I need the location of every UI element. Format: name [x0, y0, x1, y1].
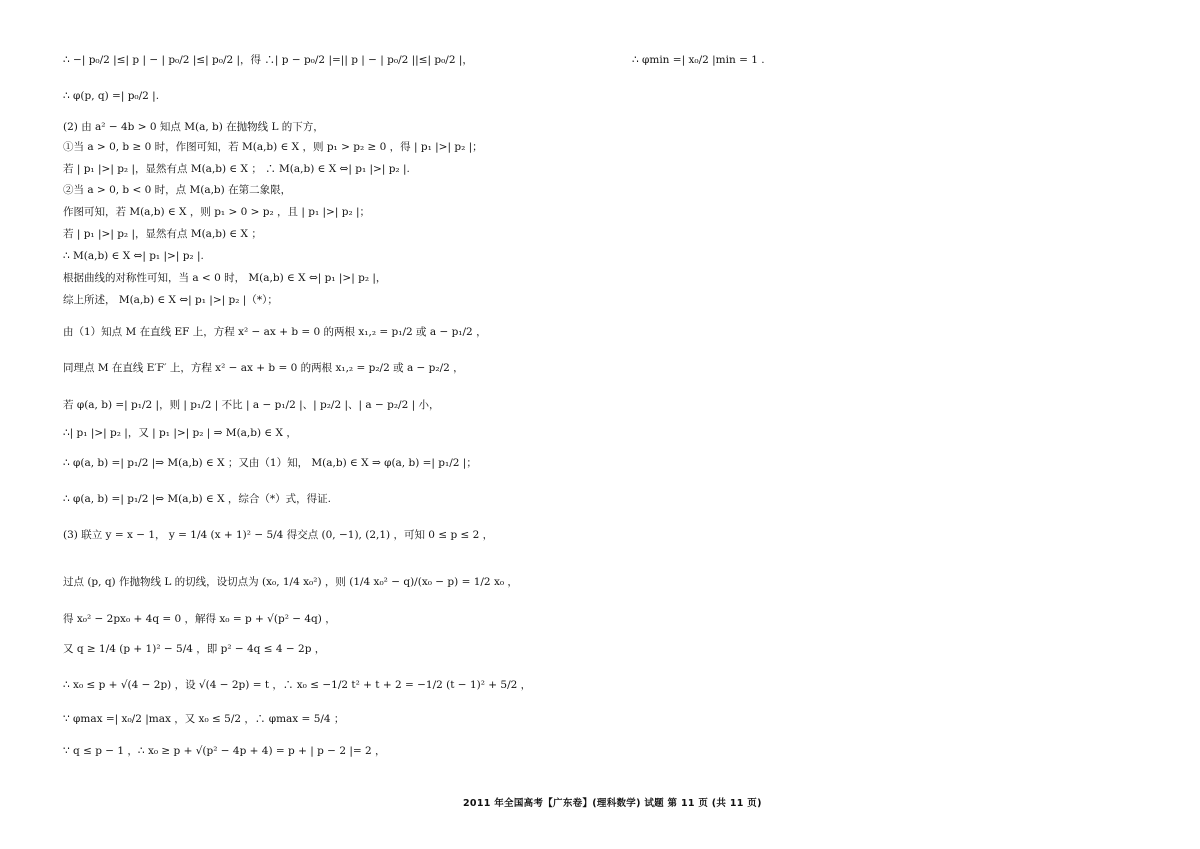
text-line-6: ②当 a > 0, b < 0 时，点 M(a,b) 在第二象限， [63, 184, 292, 196]
text-line-18: (3) 联立 y = x − 1， y = 1/4 (x + 1)² − 5/4 得交点 (0, −1), (2,1) ，可知 0 ≤ p ≤ 2 ， [63, 529, 494, 541]
text-line-19: 过点 (p, q) 作抛物线 L 的切线，设切点为 (x₀, 1/4 x₀²) ，则 (1/4 x₀² − q)/(x₀ − p) = 1/2 x₀ ， [63, 576, 518, 588]
text-line-4: ①当 a > 0, b ≥ 0 时，作图可知，若 M(a,b) ∈ X ，则 p₁ > p₂ ≥ 0 ，得 | p₁ |>| p₂ |； [63, 141, 483, 153]
text-line-15: ∴| p₁ |>| p₂ |，又 | p₁ |>| p₂ | ⇒ M(a,b) ∈ X ， [63, 427, 297, 439]
text-line-13: 同理点 M 在直线 E′F′ 上，方程 x² − ax + b = 0 的两根 x₁,₂ = p₂/2 或 a − p₂/2 ， [63, 362, 464, 374]
text-line-24: ∵ q ≤ p − 1 ，∴ x₀ ≥ p + √(p² − 4p + 4) = p + | p − 2 |= 2 ， [63, 745, 386, 757]
text-line-16: ∴ φ(a, b) =| p₁/2 |⇒ M(a,b) ∈ X ；又由（1）知， M(a,b) ∈ X ⇒ φ(a, b) =| p₁/2 |； [63, 457, 477, 469]
text-line-3: (2) 由 a² − 4b > 0 知点 M(a, b) 在抛物线 L 的下方， [63, 121, 324, 133]
text-line-14: 若 φ(a, b) =| p₁/2 |，则 | p₁/2 | 不比 | a − p₁/2 |、| p₂/2 |、| a − p₂/2 | 小， [63, 399, 440, 411]
text-line-21: 又 q ≥ 1/4 (p + 1)² − 5/4 ，即 p² − 4q ≤ 4 − 2p ， [63, 643, 326, 655]
page-footer: 2011 年全国高考【广东卷】(理科数学) 试题 第 11 页 (共 11 页) [463, 798, 762, 809]
text-line-23: ∵ φmax =| x₀/2 |max ，又 x₀ ≤ 5/2 ，∴ φmax = 5/4 ； [63, 713, 345, 725]
text-line-9: ∴ M(a,b) ∈ X ⇔| p₁ |>| p₂ |. [63, 250, 204, 262]
right-column-line: ∴ φmin =| x₀/2 |min = 1 . [632, 54, 765, 66]
text-line-12: 由（1）知点 M 在直线 EF 上，方程 x² − ax + b = 0 的两根 x₁,₂ = p₁/2 或 a − p₁/2 ， [63, 326, 487, 338]
text-line-17: ∴ φ(a, b) =| p₁/2 |⇔ M(a,b) ∈ X ，综合（*）式，得证. [63, 493, 332, 505]
text-line-22: ∴ x₀ ≤ p + √(4 − 2p) ，设 √(4 − 2p) = t ，∴ x₀ ≤ −1/2 t² + t + 2 = −1/2 (t − 1)² + 5/2 ， [63, 679, 532, 691]
text-line-2: ∴ φ(p, q) =| p₀/2 |. [63, 90, 160, 102]
text-line-7: 作图可知，若 M(a,b) ∈ X ，则 p₁ > 0 > p₂ ，且 | p₁ |>| p₂ |； [63, 206, 371, 218]
text-line-5: 若 | p₁ |>| p₂ |，显然有点 M(a,b) ∈ X ； ∴ M(a,b) ∈ X ⇔| p₁ |>| p₂ |. [63, 163, 410, 175]
text-line-11: 综上所述， M(a,b) ∈ X ⇔| p₁ |>| p₂ |（*）； [63, 294, 278, 306]
text-line-20: 得 x₀² − 2px₀ + 4q = 0 ，解得 x₀ = p + √(p² − 4q) ， [63, 613, 336, 625]
text-line-1: ∴ −| p₀/2 |≤| p | − | p₀/2 |≤| p₀/2 |，得 ∴| p − p₀/2 |=|| p | − | p₀/2 ||≤| p₀/2 |， [63, 54, 473, 66]
text-line-8: 若 | p₁ |>| p₂ |，显然有点 M(a,b) ∈ X ； [63, 228, 262, 240]
text-line-10: 根据曲线的对称性可知，当 a < 0 时， M(a,b) ∈ X ⇔| p₁ |>| p₂ |， [63, 272, 387, 284]
